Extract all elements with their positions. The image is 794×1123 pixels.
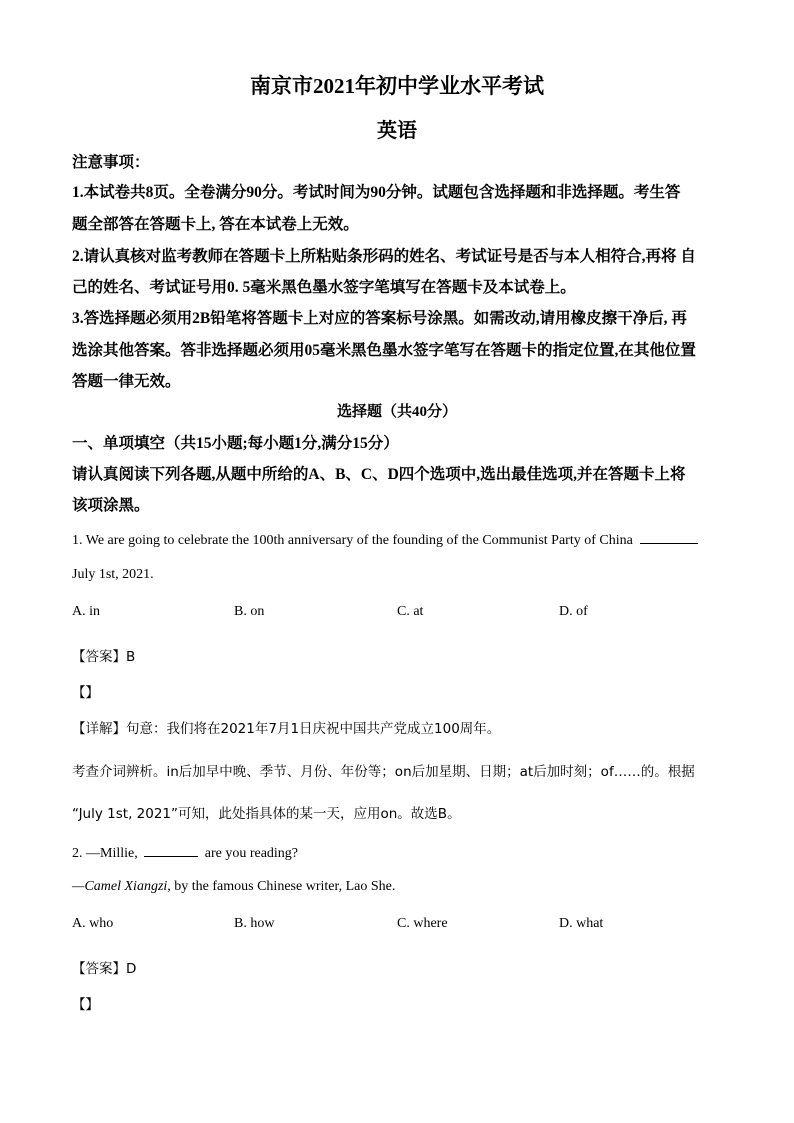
notes-heading: 注意事项： (72, 154, 150, 171)
book-title: —Camel Xiangzi (72, 879, 168, 894)
question-1-option-a: A. in (72, 604, 100, 619)
question-1-option-b: B. on (234, 604, 265, 619)
notes-line: 己的姓名、考试证号用0. 5毫米黑色墨水签字笔填写在答题卡及本试卷上。 (72, 279, 576, 296)
reply-text: , by the famous Chinese writer, Lao She. (167, 879, 396, 894)
notes-line: 答题一律无效。 (72, 373, 181, 390)
instruction-line: 请认真阅读下列各题,从题中所给的A、B、C、D四个选项中,选出最佳选项,并在答题卡上将 (72, 466, 686, 483)
question-1-detail-line: 考查介词辨析。in后加早中晚、季节、月份、年份等；on后加星期、日期；at后加时刻；of……的。根据 (72, 764, 695, 780)
answer-label: 【答案】 (72, 961, 126, 977)
question-2-stem-suffix: are you reading? (204, 846, 299, 861)
exam-title: 南京市2021年初中学业水平考试 (250, 74, 544, 98)
notes-line: 1.本试卷共8页。全卷满分90分。考试时间为90分钟。试题包含选择题和非选择题。考生答 (72, 184, 681, 201)
answer-blank (144, 844, 198, 857)
part-heading: 一、单项填空（共15小题;每小题1分,满分15分） (72, 435, 399, 452)
answer-value: D (126, 961, 137, 977)
question-2-stem-prefix: 2. —Millie, (72, 846, 138, 861)
question-1-stem (72, 531, 732, 549)
question-2-option-a: A. who (72, 916, 114, 931)
notes-line: 选涂其他答案。答非选择题必须用05毫米黑色墨水签字笔写在答题卡的指定位置,在其他位置 (72, 342, 696, 359)
question-1-option-c: C. at (397, 604, 424, 619)
notes-line: 3.答选择题必须用2B铅笔将答题卡上对应的答案标号涂黑。如需改动,请用橡皮擦干净后, 再 (72, 310, 687, 327)
question-2-option-c: C. where (397, 916, 448, 931)
question-1-stem-line2: July 1st, 2021. (72, 567, 154, 582)
question-1-detail (72, 717, 732, 737)
question-1-analysis-label: 【】 (72, 685, 99, 701)
question-2-option-d: D. what (559, 916, 604, 931)
detail-text: 句意：我们将在2021年7月1日庆祝中国共产党成立100周年。 (126, 721, 501, 737)
question-2-option-b: B. how (234, 916, 275, 931)
answer-label: 【答案】 (72, 649, 126, 665)
notes-line: 题全部答在答题卡上, 答在本试卷上无效。 (72, 216, 359, 233)
question-2-reply (72, 879, 732, 895)
question-1-option-d: D. of (559, 604, 588, 619)
question-2-stem (72, 844, 732, 862)
answer-blank (640, 531, 698, 544)
answer-value: B (126, 649, 136, 665)
notes-line: 2.请认真核对监考教师在答题卡上所粘贴条形码的姓名、考试证号是否与本人相符合,再将 自 (72, 248, 696, 265)
instruction-line: 该项涂黑。 (72, 497, 150, 514)
question-2-answer (72, 957, 732, 977)
detail-label: 【详解】 (72, 721, 126, 737)
question-1-stem-text: 1. We are going to celebrate the 100th anniversary of the founding of the Communist Party of China (72, 533, 633, 548)
question-1-detail-line: “July 1st, 2021”可知，此处指具体的某一天，应用on。故选B。 (72, 806, 461, 822)
exam-subject: 英语 (377, 120, 417, 142)
section-title: 选择题（共40分） (336, 404, 457, 420)
question-1-answer (72, 645, 732, 665)
question-2-analysis-label: 【】 (72, 997, 99, 1013)
